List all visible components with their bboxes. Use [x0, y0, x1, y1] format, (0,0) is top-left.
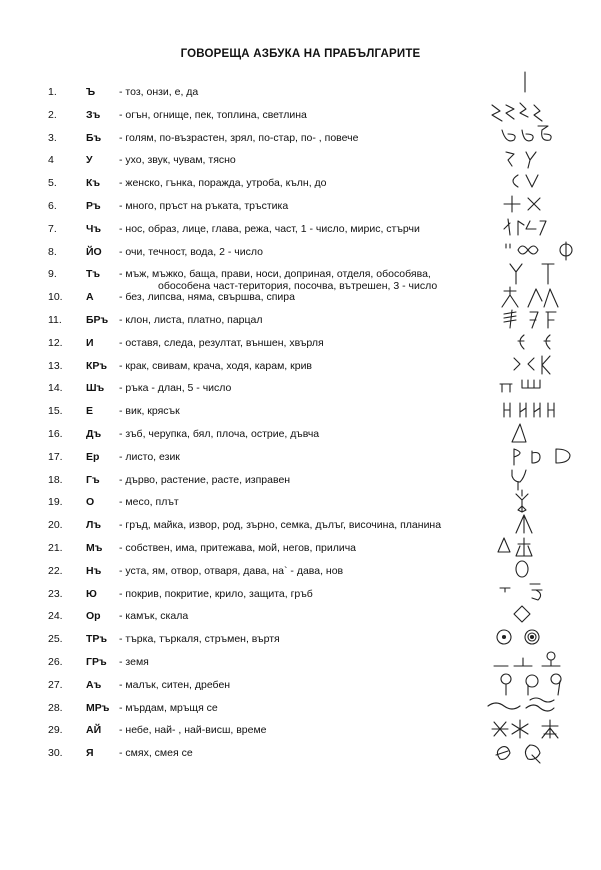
row-letter: Мъ — [86, 542, 103, 554]
row-letter: У — [86, 154, 93, 167]
row-number: 10. — [48, 291, 63, 304]
row-meaning: - небе, най- , най-висш, време — [119, 724, 267, 737]
row-number: 11. — [48, 314, 62, 326]
row-number: 8. — [48, 245, 57, 258]
row-number: 22. — [48, 564, 63, 577]
row-meaning: - много, пръст на ръката, тръстика — [119, 200, 289, 212]
row-meaning: - голям, по-възрастен, зрял, по-стар, по- , повече — [119, 131, 359, 144]
row-meaning: - ухо, звук, чувам, тясно — [119, 154, 236, 167]
row-meaning: - мърдам, мръщя се — [119, 701, 218, 714]
row-meaning: - месо, плът — [119, 496, 179, 509]
row-meaning: - без, липсва, няма, свършва, спира — [119, 291, 295, 304]
row-number: 4 — [48, 154, 54, 167]
row-number: 28. — [48, 701, 63, 714]
row-letter: КРъ — [86, 359, 108, 372]
row-letter: АЙ — [86, 724, 102, 737]
row-meaning: - нос, образ, лице, глава, режа, част, 1 - число, мирис, стърчи — [119, 222, 420, 235]
row-number: 14. — [48, 382, 63, 395]
row-number: 7. — [48, 222, 57, 235]
row-meaning: - дърво, растение, расте, изправен — [119, 473, 291, 486]
row-number: 29. — [48, 724, 63, 737]
row-number: 25. — [48, 633, 63, 646]
row-number: 5. — [48, 177, 57, 190]
row-letter: Аъ — [86, 678, 102, 691]
row-letter: Ръ — [86, 200, 101, 212]
row-letter: Шъ — [86, 382, 105, 395]
row-letter: Tъ — [86, 268, 101, 281]
row-number: 20. — [48, 519, 63, 532]
row-letter: И — [86, 336, 94, 349]
row-meaning: - клон, листа, платно, парцал — [119, 314, 263, 326]
row-meaning: - уста, ям, отвор, отваря, дава, на` - дава, нов — [119, 564, 344, 577]
row-meaning: - камък, скала — [119, 610, 189, 623]
row-letter: Ъ — [86, 86, 96, 98]
row-meaning: - оставя, следа, резултат, външен, хвърля — [119, 336, 324, 349]
row-meaning: - очи, течност, вода, 2 - число — [119, 245, 263, 258]
row-meaning: - зъб, черупка, бял, плоча, острие, дъвча — [119, 428, 320, 440]
row-letter: ТРъ — [86, 633, 108, 646]
row-letter: Лъ — [86, 519, 102, 532]
row-number: 12. — [48, 336, 63, 349]
row-number: 27. — [48, 678, 63, 691]
row-number: 3. — [48, 131, 57, 144]
row-meaning: - вик, крясък — [119, 405, 180, 418]
row-letter: БРъ — [86, 314, 109, 326]
row-number: 18. — [48, 473, 63, 486]
row-meaning-continued: обособена част-територия, посочва, вътрешен, 3 - число — [158, 280, 438, 293]
row-meaning: - огън, огнище, пек, топлина, светлина — [119, 108, 307, 121]
row-number: 30. — [48, 747, 63, 760]
row-letter: ГРъ — [86, 656, 107, 668]
row-meaning: - ръка - длан, 5 - число — [119, 382, 232, 395]
row-letter: Чъ — [86, 222, 102, 235]
row-letter: МРъ — [86, 701, 110, 714]
row-number: 13. — [48, 359, 63, 372]
row-letter: Ер — [86, 450, 100, 463]
row-letter: Къ — [86, 177, 101, 190]
row-letter: Нъ — [86, 564, 102, 577]
row-letter: Я — [86, 747, 94, 760]
row-meaning: - листо, език — [119, 450, 180, 463]
row-meaning: - смях, смея се — [119, 747, 193, 760]
row-letter: Ор — [86, 610, 101, 623]
row-letter: А — [86, 291, 94, 304]
alphabet-row — [0, 743, 601, 765]
row-number: 24. — [48, 610, 63, 623]
row-meaning: - гръд, майка, извор, род, зърно, семка, дълъг, височина, планина — [119, 519, 442, 532]
proto-bulgarian-glyphs-icon — [470, 739, 600, 767]
row-letter: Дъ — [86, 428, 102, 440]
row-number: 15. — [48, 405, 63, 418]
row-meaning: - крак, свивам, крача, ходя, карам, крив — [119, 359, 313, 372]
row-number: 6. — [48, 200, 57, 212]
row-meaning: - търка, търкаля, стръмен, въртя — [119, 633, 280, 646]
row-number: 23. — [48, 587, 63, 600]
row-number: 9. — [48, 268, 57, 281]
row-number: 1. — [48, 86, 57, 98]
row-meaning: - женско, гънка, поражда, утроба, кълн, до — [119, 177, 327, 190]
row-letter: Бъ — [86, 131, 102, 144]
row-meaning: - тоз, онзи, е, да — [119, 86, 199, 98]
row-letter: ЙО — [86, 245, 102, 258]
row-number: 21. — [48, 542, 63, 554]
row-meaning: - мъж, мъжко, баща, прави, носи, доприная, отделя, обособява, — [119, 268, 431, 281]
page-title: ГОВОРЕЩА АЗБУКА НА ПРАБЪЛГАРИТЕ — [180, 48, 421, 60]
row-number: 26. — [48, 656, 63, 668]
row-number: 2. — [48, 108, 57, 121]
row-letter: Зъ — [86, 108, 101, 121]
row-meaning: - собствен, има, притежава, мой, негов, прилича — [119, 542, 357, 554]
row-letter: Ю — [86, 587, 97, 600]
row-meaning: - малък, ситен, дребен — [119, 678, 231, 691]
row-meaning: - земя — [119, 656, 149, 668]
row-number: 17. — [48, 450, 63, 463]
row-meaning: - покрив, покритие, крило, защита, гръб — [119, 587, 313, 600]
row-letter: Гъ — [86, 473, 100, 486]
row-number: 16. — [48, 428, 63, 440]
row-letter: О — [86, 496, 95, 509]
row-number: 19. — [48, 496, 63, 509]
row-letter: Е — [86, 405, 94, 418]
